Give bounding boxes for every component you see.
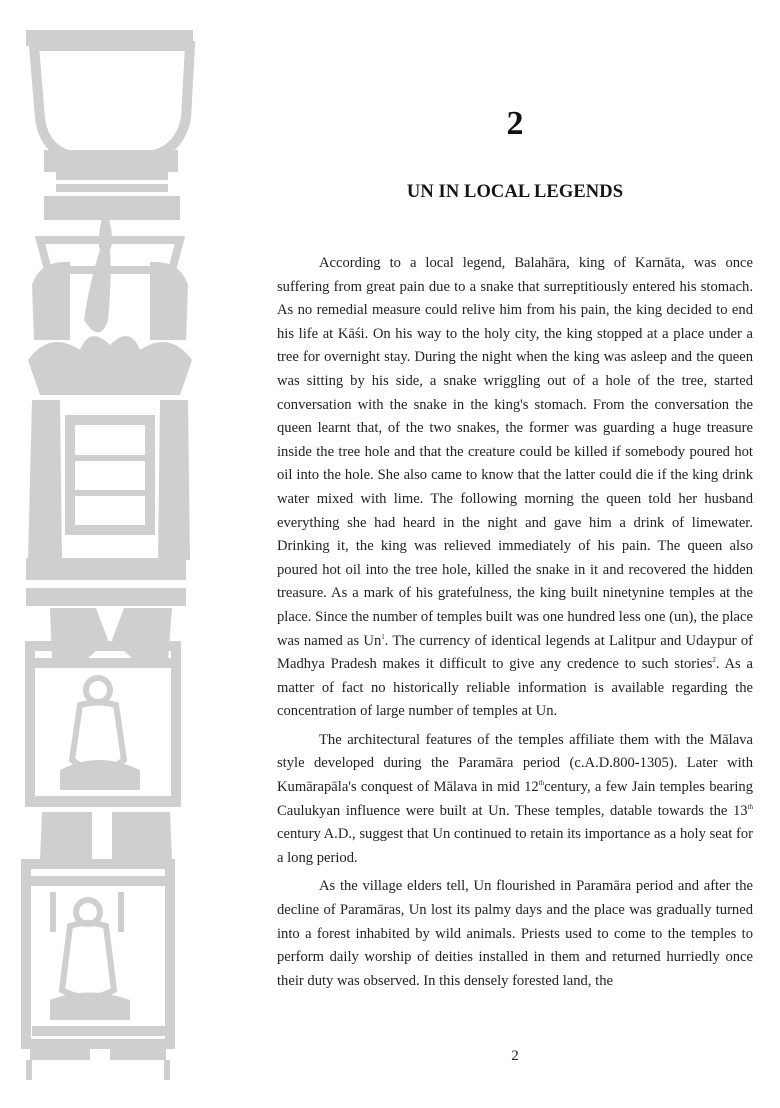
page-number: 2 — [511, 1048, 519, 1064]
paragraph — [277, 875, 753, 993]
body-text — [277, 252, 753, 998]
text-segment: century, a few Jain temples bearing Caulukyan influence were built at Un. These temples, datable towards the 13 — [277, 779, 753, 819]
chapter-number: 2 — [506, 105, 524, 142]
paragraph — [277, 252, 753, 724]
text-segment: According to a local legend, Balahāra, king of Karnāta, was once suffering from great pain due to a snake that surreptitiously entered his stomach. As no remedial measure could relive him from his pain, the king decided to end his life at Kāśi. On his way to the holy city, the king stopped at a place under a tree for overnight stay. During the night when the king was asleep and the queen was sitting by his side, a snake wriggling out of a hole of the tree, started conversation with the snake in the king's stomach. From the conversation the queen learnt that, of the two snakes, the former was guarding a huge treasure inside the tree hole and that the creature could be killed if somebody poured hot oil into the hole. She also came to know that the latter could die if the king drink water mixed with lime. The following morning the queen told her husband everything she had heard in the night and gave him a drink of limewater. Drinking it, the king was relieved immediately of his pain. The queen also poured hot oil into the tree hole, killed the snake in it and recovered the hidden treasure. As a mark of his gratefulness, the king built ninetynine temples at the place. Since the number of temples built was one hundred less one (un), the place was named as Un — [277, 255, 753, 649]
ordinal-superscript: th — [747, 802, 753, 811]
text-segment: . The currency of identical legends at Lalitpur and Udaypur of Madhya Pradesh makes it difficult to give any credence to such stories — [277, 632, 753, 673]
decorative-pillar-illustration — [0, 0, 240, 1108]
footnote-marker: 2 — [712, 656, 716, 665]
footnote-marker: 1 — [381, 632, 385, 641]
text-segment: century A.D., suggest that Un continued to retain its importance as a holy seat for a long period. — [277, 826, 753, 866]
text-segment: The architectural features of the temples affiliate them with the Mālava style developed during the Paramāra period (c.A.D.800-1305). Later with Kumārapāla's conquest of Mālava in mid 12 — [277, 731, 753, 796]
paragraph — [277, 729, 753, 871]
chapter-title: UN IN LOCAL LEGENDS — [406, 182, 624, 202]
ordinal-superscript: th — [538, 779, 545, 788]
text-segment: As the village elders tell, Un flourished in Paramāra period and after the decline of Paramāras, Un lost its palmy days and the place was gradually turned into a forest inhabited by wild animals. Priests used to come to the temples to perform daily worship of deities installed in them and returned hurriedly once their duty was observed. In this densely forested land, the — [277, 878, 753, 989]
text-segment: . As a matter of fact no historically reliable information is available regarding the concentration of large number of temples at Un. — [277, 656, 753, 720]
